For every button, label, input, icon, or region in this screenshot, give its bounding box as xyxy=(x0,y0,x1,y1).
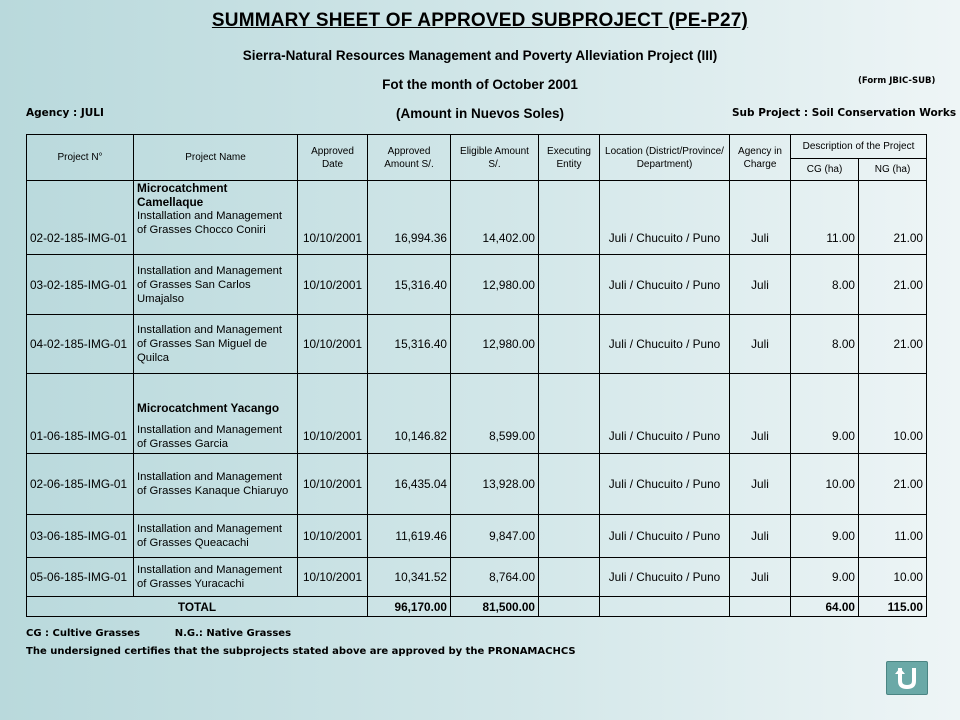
total-cg: 64.00 xyxy=(791,597,859,617)
cg-value: 9.00 xyxy=(791,374,859,454)
table-row xyxy=(27,515,927,558)
total-ng: 115.00 xyxy=(859,597,927,617)
executing-entity xyxy=(539,558,600,597)
location: Juli / Chucuito / Puno xyxy=(600,454,730,515)
project-no: 03-02-185-IMG-01 xyxy=(27,255,134,315)
col-project-no: Project N° xyxy=(27,135,134,181)
approved-amount: 15,316.40 xyxy=(368,255,451,315)
ng-value: 21.00 xyxy=(859,255,927,315)
table-row xyxy=(27,315,927,374)
cg-value: 10.00 xyxy=(791,454,859,515)
cg-value: 9.00 xyxy=(791,515,859,558)
project-name: Installation and Management of Grasses Chocco Coniri xyxy=(137,210,283,236)
col-location: Location (District/Province/ Department) xyxy=(600,135,730,181)
approved-amount: 10,146.82 xyxy=(368,374,451,454)
approved-date: 10/10/2001 xyxy=(298,454,368,515)
project-no: 04-02-185-IMG-01 xyxy=(27,315,134,374)
project-name: Installation and Management of Grasses Garcia xyxy=(137,424,283,450)
currency-subtitle: (Amount in Nuevos Soles) xyxy=(395,106,564,121)
approved-date: 10/10/2001 xyxy=(298,515,368,558)
total-entity xyxy=(539,597,600,617)
page-title: SUMMARY SHEET OF APPROVED SUBPROJECT (PE-P27) xyxy=(211,10,749,31)
summary-table xyxy=(26,134,927,617)
col-approved-amount: Approved Amount S/. xyxy=(368,135,451,181)
agency: Juli xyxy=(730,181,791,255)
col-eligible-amount: Eligible Amount S/. xyxy=(451,135,539,181)
executing-entity xyxy=(539,255,600,315)
col-project-name: Project Name xyxy=(134,135,298,181)
cg-value: 11.00 xyxy=(791,181,859,255)
approved-amount: 10,341.52 xyxy=(368,558,451,597)
project-name-cell xyxy=(134,181,298,255)
approved-date: 10/10/2001 xyxy=(298,315,368,374)
table-row xyxy=(27,454,927,515)
cg-value: 8.00 xyxy=(791,315,859,374)
location: Juli / Chucuito / Puno xyxy=(600,515,730,558)
eligible-amount: 13,928.00 xyxy=(451,454,539,515)
project-no: 01-06-185-IMG-01 xyxy=(27,374,134,454)
project-name: Installation and Management of Grasses San Carlos Umajalso xyxy=(134,255,298,315)
project-subtitle: Sierra-Natural Resources Management and Poverty Alleviation Project (III) xyxy=(242,48,718,63)
location: Juli / Chucuito / Puno xyxy=(600,255,730,315)
project-no: 05-06-185-IMG-01 xyxy=(27,558,134,597)
total-label: TOTAL xyxy=(27,597,368,617)
approved-date: 10/10/2001 xyxy=(298,374,368,454)
eligible-amount: 8,599.00 xyxy=(451,374,539,454)
ng-value: 11.00 xyxy=(859,515,927,558)
eligible-amount: 14,402.00 xyxy=(451,181,539,255)
legend-note: CG : Cultive Grasses N.G.: Native Grasses xyxy=(26,628,292,639)
ng-value: 21.00 xyxy=(859,454,927,515)
executing-entity xyxy=(539,315,600,374)
ng-value: 10.00 xyxy=(859,374,927,454)
total-location xyxy=(600,597,730,617)
cg-value: 8.00 xyxy=(791,255,859,315)
approved-date: 10/10/2001 xyxy=(298,558,368,597)
form-code: (Form JBIC-SUB) xyxy=(858,76,936,86)
project-name-cell xyxy=(134,374,298,454)
agency: Juli xyxy=(730,454,791,515)
approved-amount: 11,619.46 xyxy=(368,515,451,558)
table-row xyxy=(27,374,927,454)
eligible-amount: 12,980.00 xyxy=(451,315,539,374)
table-row xyxy=(27,558,927,597)
project-no: 02-06-185-IMG-01 xyxy=(27,454,134,515)
col-approved-date: Approved Date xyxy=(298,135,368,181)
approved-amount: 15,316.40 xyxy=(368,315,451,374)
ng-value: 21.00 xyxy=(859,181,927,255)
eligible-amount: 12,980.00 xyxy=(451,255,539,315)
executing-entity xyxy=(539,454,600,515)
location: Juli / Chucuito / Puno xyxy=(600,181,730,255)
total-approved: 96,170.00 xyxy=(368,597,451,617)
approved-amount: 16,994.36 xyxy=(368,181,451,255)
project-name: Installation and Management of Grasses Kanaque Chiaruyo xyxy=(134,454,298,515)
project-no: 03-06-185-IMG-01 xyxy=(27,515,134,558)
agency: Juli xyxy=(730,374,791,454)
cg-value: 9.00 xyxy=(791,558,859,597)
location: Juli / Chucuito / Puno xyxy=(600,558,730,597)
eligible-amount: 8,764.00 xyxy=(451,558,539,597)
col-description: Description of the Project xyxy=(791,135,927,159)
table-row xyxy=(27,255,927,315)
col-executing-entity: Executing Entity xyxy=(539,135,600,181)
col-agency: Agency in Charge xyxy=(730,135,791,181)
project-name: Installation and Management of Grasses San Miguel de Quilca xyxy=(134,315,298,374)
microcatchment-label: Microcatchment Yacango xyxy=(137,401,280,415)
project-name: Installation and Management of Grasses Yuracachi xyxy=(134,558,298,597)
agency: Juli xyxy=(730,558,791,597)
month-subtitle: Fot the month of October 2001 xyxy=(382,77,578,92)
return-arrow-icon xyxy=(892,665,922,691)
location: Juli / Chucuito / Puno xyxy=(600,374,730,454)
total-agency xyxy=(730,597,791,617)
col-ng: NG (ha) xyxy=(859,159,927,181)
executing-entity xyxy=(539,181,600,255)
ng-value: 21.00 xyxy=(859,315,927,374)
microcatchment-label: Microcatchment Camellaque xyxy=(137,181,228,209)
eligible-amount: 9,847.00 xyxy=(451,515,539,558)
certification-note: The undersigned certifies that the subprojects stated above are approved by the PRONAMACHCS xyxy=(26,646,576,657)
project-no: 02-02-185-IMG-01 xyxy=(27,181,134,255)
col-cg: CG (ha) xyxy=(791,159,859,181)
sub-project-label: Sub Project : Soil Conservation Works xyxy=(732,107,957,119)
executing-entity xyxy=(539,515,600,558)
return-button[interactable] xyxy=(886,661,928,695)
approved-date: 10/10/2001 xyxy=(298,255,368,315)
agency-label: Agency : JULI xyxy=(26,107,104,119)
agency: Juli xyxy=(730,315,791,374)
total-row xyxy=(27,597,927,617)
executing-entity xyxy=(539,374,600,454)
table-row xyxy=(27,181,927,255)
ng-value: 10.00 xyxy=(859,558,927,597)
agency: Juli xyxy=(730,515,791,558)
location: Juli / Chucuito / Puno xyxy=(600,315,730,374)
total-eligible: 81,500.00 xyxy=(451,597,539,617)
approved-amount: 16,435.04 xyxy=(368,454,451,515)
project-name: Installation and Management of Grasses Queacachi xyxy=(134,515,298,558)
agency: Juli xyxy=(730,255,791,315)
approved-date: 10/10/2001 xyxy=(298,181,368,255)
